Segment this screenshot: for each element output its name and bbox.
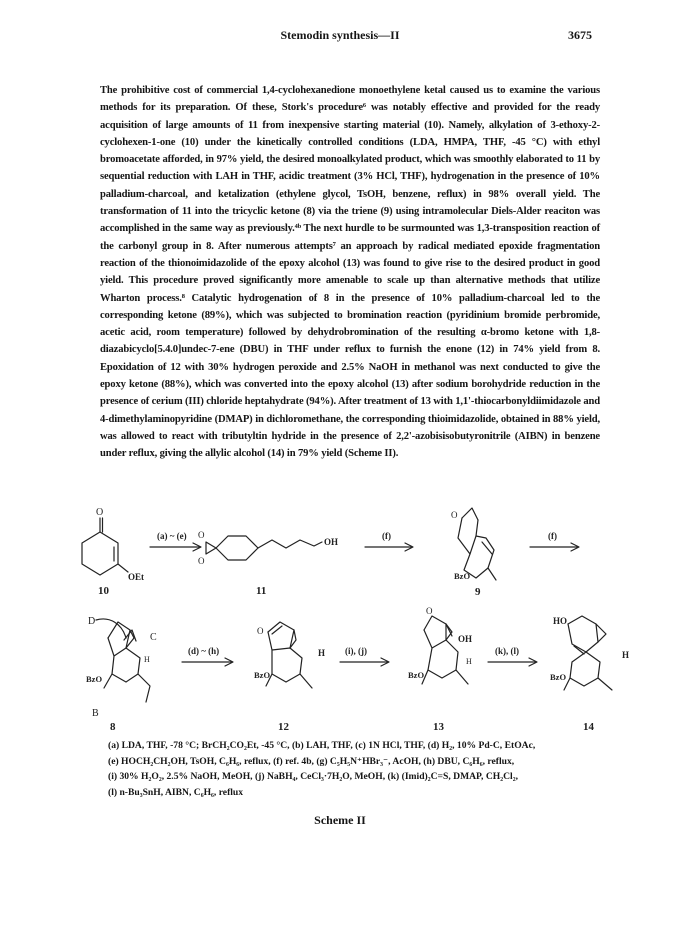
atom-label-O-13: O — [426, 606, 433, 616]
structure-10 — [82, 518, 128, 575]
atom-label-OH-13: OH — [458, 634, 473, 644]
atom-label-H-12: H — [318, 648, 326, 658]
atom-label-BzO-14: BzO — [550, 672, 567, 682]
compound-label-8: 8 — [110, 721, 116, 733]
body-paragraph: The prohibitive cost of commercial 1,4-cyclohexanedione monoethylene ketal caused us to examine the various methods for its preparation. Of these, Stork's procedure⁶ was notably effective and provided for the ready acquisition of large amounts of 11 from inexpensive starting material (10). Namely, alkylation of 3-ethoxy-2-cyclohexen-1-one (10) under the kinetically controlled conditions (LDA, HMPA, THF, -45 °C) with ethyl bromoacetate afforded, in 97% yield, the desired monoalkylated product, which was smoothly elaborated to 11 by sequential reduction with LAH in THF, acidic treatment (3% HCl, THF), hydrogenation in the presence of 10% palladium-charcoal, and ketalization (ethylene glycol, TsOH, benzene, reflux) in 98% overall yield. The transformation of 11 into the tricyclic ketone (8) via the triene (9) using intramolecular Diels-Alder reaciton was accomplished in the same way as previously.⁴ᵇ The next hurdle to be surmounted was 1,3-transposition reaction of the carbonyl group in 8. After numerous attempts⁷ an approach by radical mediated epoxide fragmentation reaction of the thionoimidazolide of the epoxy alcohol (13) was found to give rise to the desired product in good yield. This procedure proved significantly more amenable to scale up than alternative methods that utilize Wharton process.⁸ Catalytic hydrogenation of 8 in the presence of 10% palladium-charcoal led to the corresponding ketone (89%), which was subjected to bromination reaction (pyridinium bromide perbromide, acetic acid, room temperature) followed by dehydrobromination of the resulting α-bromo ketone with 1,8-diazabicyclo[5.4.0]undec-7-ene (DBU) in THF under reflux to furnish the enone (12) in 74% yield from 8. Epoxidation of 12 with 30% hydrogen peroxide and 2.5% NaOH in methanol was next conducted to give the epoxy ketone (88%), which was converted into the epoxy alcohol (13) after sodium borohydride reduction in the presence of cerium (III) chloride heptahydrate (94%). After treatment of 13 with 1,1'-thiocarbonyldiimidazole and 4-dimethylaminopyridine (DMAP) in dichloromethane, the corresponding thioimidazolide, obtained in 88% yield, was allowed to react with tributyltin hydride in the presence of 2,2'-azobisisobutyronitrile (AIBN) in benzene under reflux, giving the allylic alcohol (14) in 79% yield (Scheme II). — [100, 85, 600, 460]
reaction-arrow-2 — [365, 543, 413, 551]
ring-label-B: B — [92, 708, 99, 719]
atom-label-BzO-8: BzO — [86, 674, 103, 684]
reaction-arrow-5 — [340, 658, 389, 666]
reaction-arrow-1 — [150, 543, 201, 551]
reaction-arrow-6 — [488, 658, 537, 666]
atom-label-OH-11: OH — [324, 537, 339, 547]
ring-label-C: C — [150, 632, 157, 643]
structure-14 — [564, 616, 612, 690]
arrow-label-d-h: (d) ~ (h) — [188, 646, 220, 656]
running-header-title: Stemodin synthesis—II — [280, 28, 400, 42]
structure-8 — [96, 619, 150, 702]
reaction-scheme — [0, 498, 680, 738]
caption-line: (i) 30% H₂O₂, 2.5% NaOH, MeOH, (j) NaBH₄, CeCl₃·7H₂O, MeOH, (k) (Imid)₂C=S, DMAP, CH₂Cl₂, — [108, 771, 518, 783]
atom-label-O-10: O — [96, 507, 104, 518]
atom-label-BzO-9: BzO — [454, 571, 471, 581]
atom-label-O-9: O — [451, 510, 458, 520]
atom-label-BzO-13: BzO — [408, 670, 425, 680]
atom-label-BzO-12: BzO — [254, 670, 271, 680]
compound-label-12: 12 — [278, 721, 289, 733]
atom-label-O-12: O — [257, 626, 264, 636]
arrow-label-i-j: (i), (j) — [345, 646, 367, 656]
scheme-caption — [108, 738, 588, 800]
atom-label-OEt: OEt — [128, 572, 145, 582]
compound-label-14: 14 — [583, 721, 594, 733]
atom-label-HO-14: HO — [553, 616, 568, 626]
compound-label-13: 13 — [433, 721, 444, 733]
compound-label-9: 9 — [475, 586, 481, 598]
caption-line: (a) LDA, THF, -78 °C; BrCH₂CO₂Et, -45 °C, (b) LAH, THF, (c) 1N HCl, THF, (d) H₂, 10% Pd-C, EtOAc, — [108, 740, 536, 751]
structure-12 — [266, 622, 312, 688]
scheme-title: Scheme II — [314, 813, 366, 827]
atom-label-H-13: H — [466, 657, 472, 666]
arrow-label-f-2: (f) — [548, 531, 557, 541]
arrow-label-f: (f) — [382, 531, 391, 541]
structure-9 — [458, 508, 496, 580]
reaction-arrow-4 — [182, 658, 233, 666]
ring-label-D: D — [88, 616, 96, 627]
caption-line: (e) HOCH₂CH₂OH, TsOH, C₆H₆, reflux, (f) ref. 4b, (g) C₅H₅N⁺HBr₃⁻, AcOH, (h) DBU, C₆H₆, reflux, — [108, 755, 515, 767]
atom-label-O-ketal-top: O — [198, 530, 205, 540]
atom-label-H-8: H — [144, 655, 150, 664]
arrow-label-k-l: (k), (l) — [495, 646, 519, 656]
reaction-arrow-3 — [530, 543, 579, 551]
atom-label-O-ketal-bottom: O — [198, 556, 205, 566]
arrow-label-a-e: (a) ~ (e) — [157, 531, 187, 541]
structure-13 — [422, 616, 468, 684]
atom-label-H-14: H — [622, 650, 630, 660]
compound-label-10: 10 — [98, 585, 109, 597]
caption-line: (l) n-Bu₃SnH, AIBN, C₆H₆, reflux — [108, 786, 244, 798]
structure-11 — [206, 536, 322, 560]
compound-label-11: 11 — [256, 585, 267, 597]
page-number: 3675 — [568, 28, 592, 42]
body-text — [100, 82, 600, 463]
